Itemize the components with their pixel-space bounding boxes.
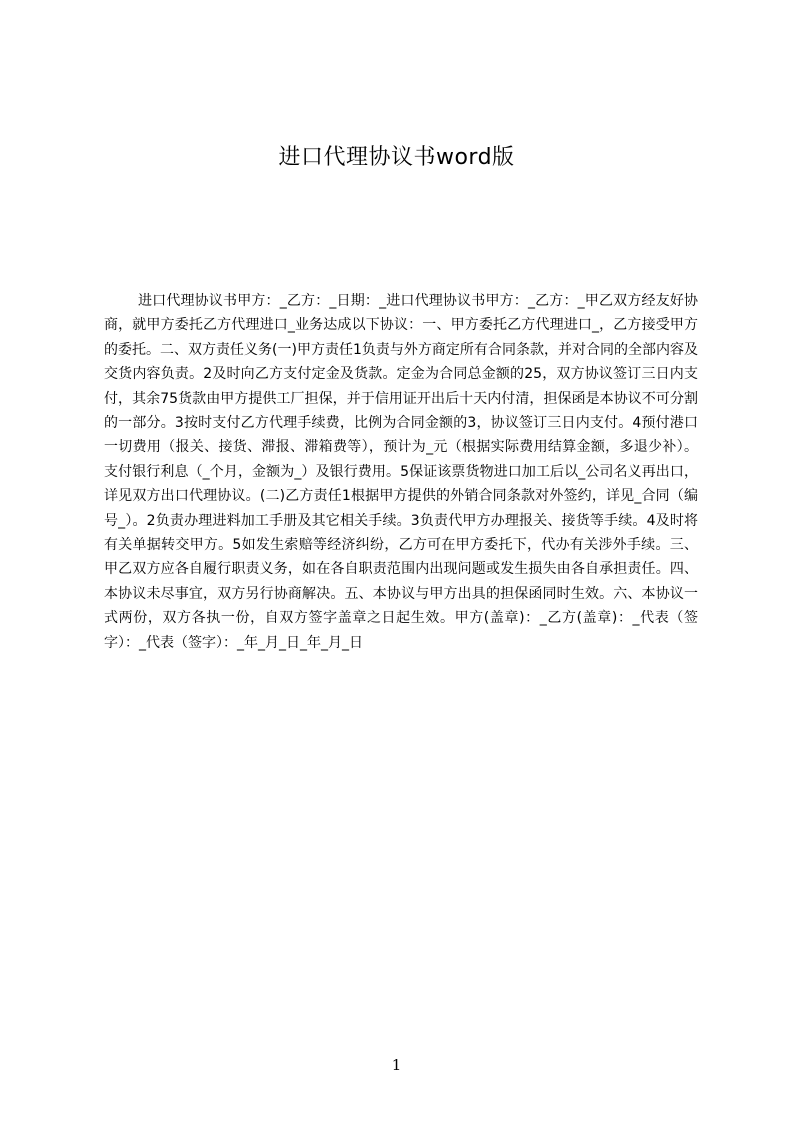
- page-number: 1: [391, 1056, 402, 1074]
- document-title: 进口代理协议书word版: [278, 145, 515, 170]
- document-body-paragraph: 进口代理协议书甲方：_乙方：_日期：_进口代理协议书甲方：_乙方：_甲乙双方经友好协商，就甲方委托乙方代理进口_业务达成以下协议：一、甲方委托乙方代理进口_，乙方接受甲方的委托。二、双方责任义务(一)甲方责任1负责与外方商定所有合同条款，并对合同的全部内容及交货内容负责。2及时向乙方支付定金及货款。定金为合同总金额的25，双方协议签订三日内支付，其余75货款由甲方提供工厂担保，并于信用证开出后十天内付清，担保函是本协议不可分割的一部分。3按时支付乙方代理手续费，比例为合同金额的3，协议签订三日内支付。4预付港口一切费用（报关、接货、滞报、滞箱费等），预计为_元（根据实际费用结算金额，多退少补）。支付银行利息（_个月，金额为_）及银行费用。5保证该票货物进口加工后以_公司名义再出口，详见双方出口代理协议。(二)乙方责任1根据甲方提供的外销合同条款对外签约，详见_合同（编号_）。2负责办理进料加工手册及其它相关手续。3负责代甲方办理报关、接货等手续。4及时将有关单据转交甲方。5如发生索赔等经济纠纷，乙方可在甲方委托下，代办有关涉外手续。三、甲乙双方应各自履行职责义务，如在各自职责范围内出现问题或发生损失由各自承担责任。四、本协议未尽事宜，双方另行协商解决。五、本协议与甲方出具的担保函同时生效。六、本协议一式两份，双方各执一份，自双方签字盖章之日起生效。甲方(盖章)：_乙方(盖章)：_代表（签字）：_代表（签字）：_年_月_日_年_月_日: [104, 293, 698, 651]
